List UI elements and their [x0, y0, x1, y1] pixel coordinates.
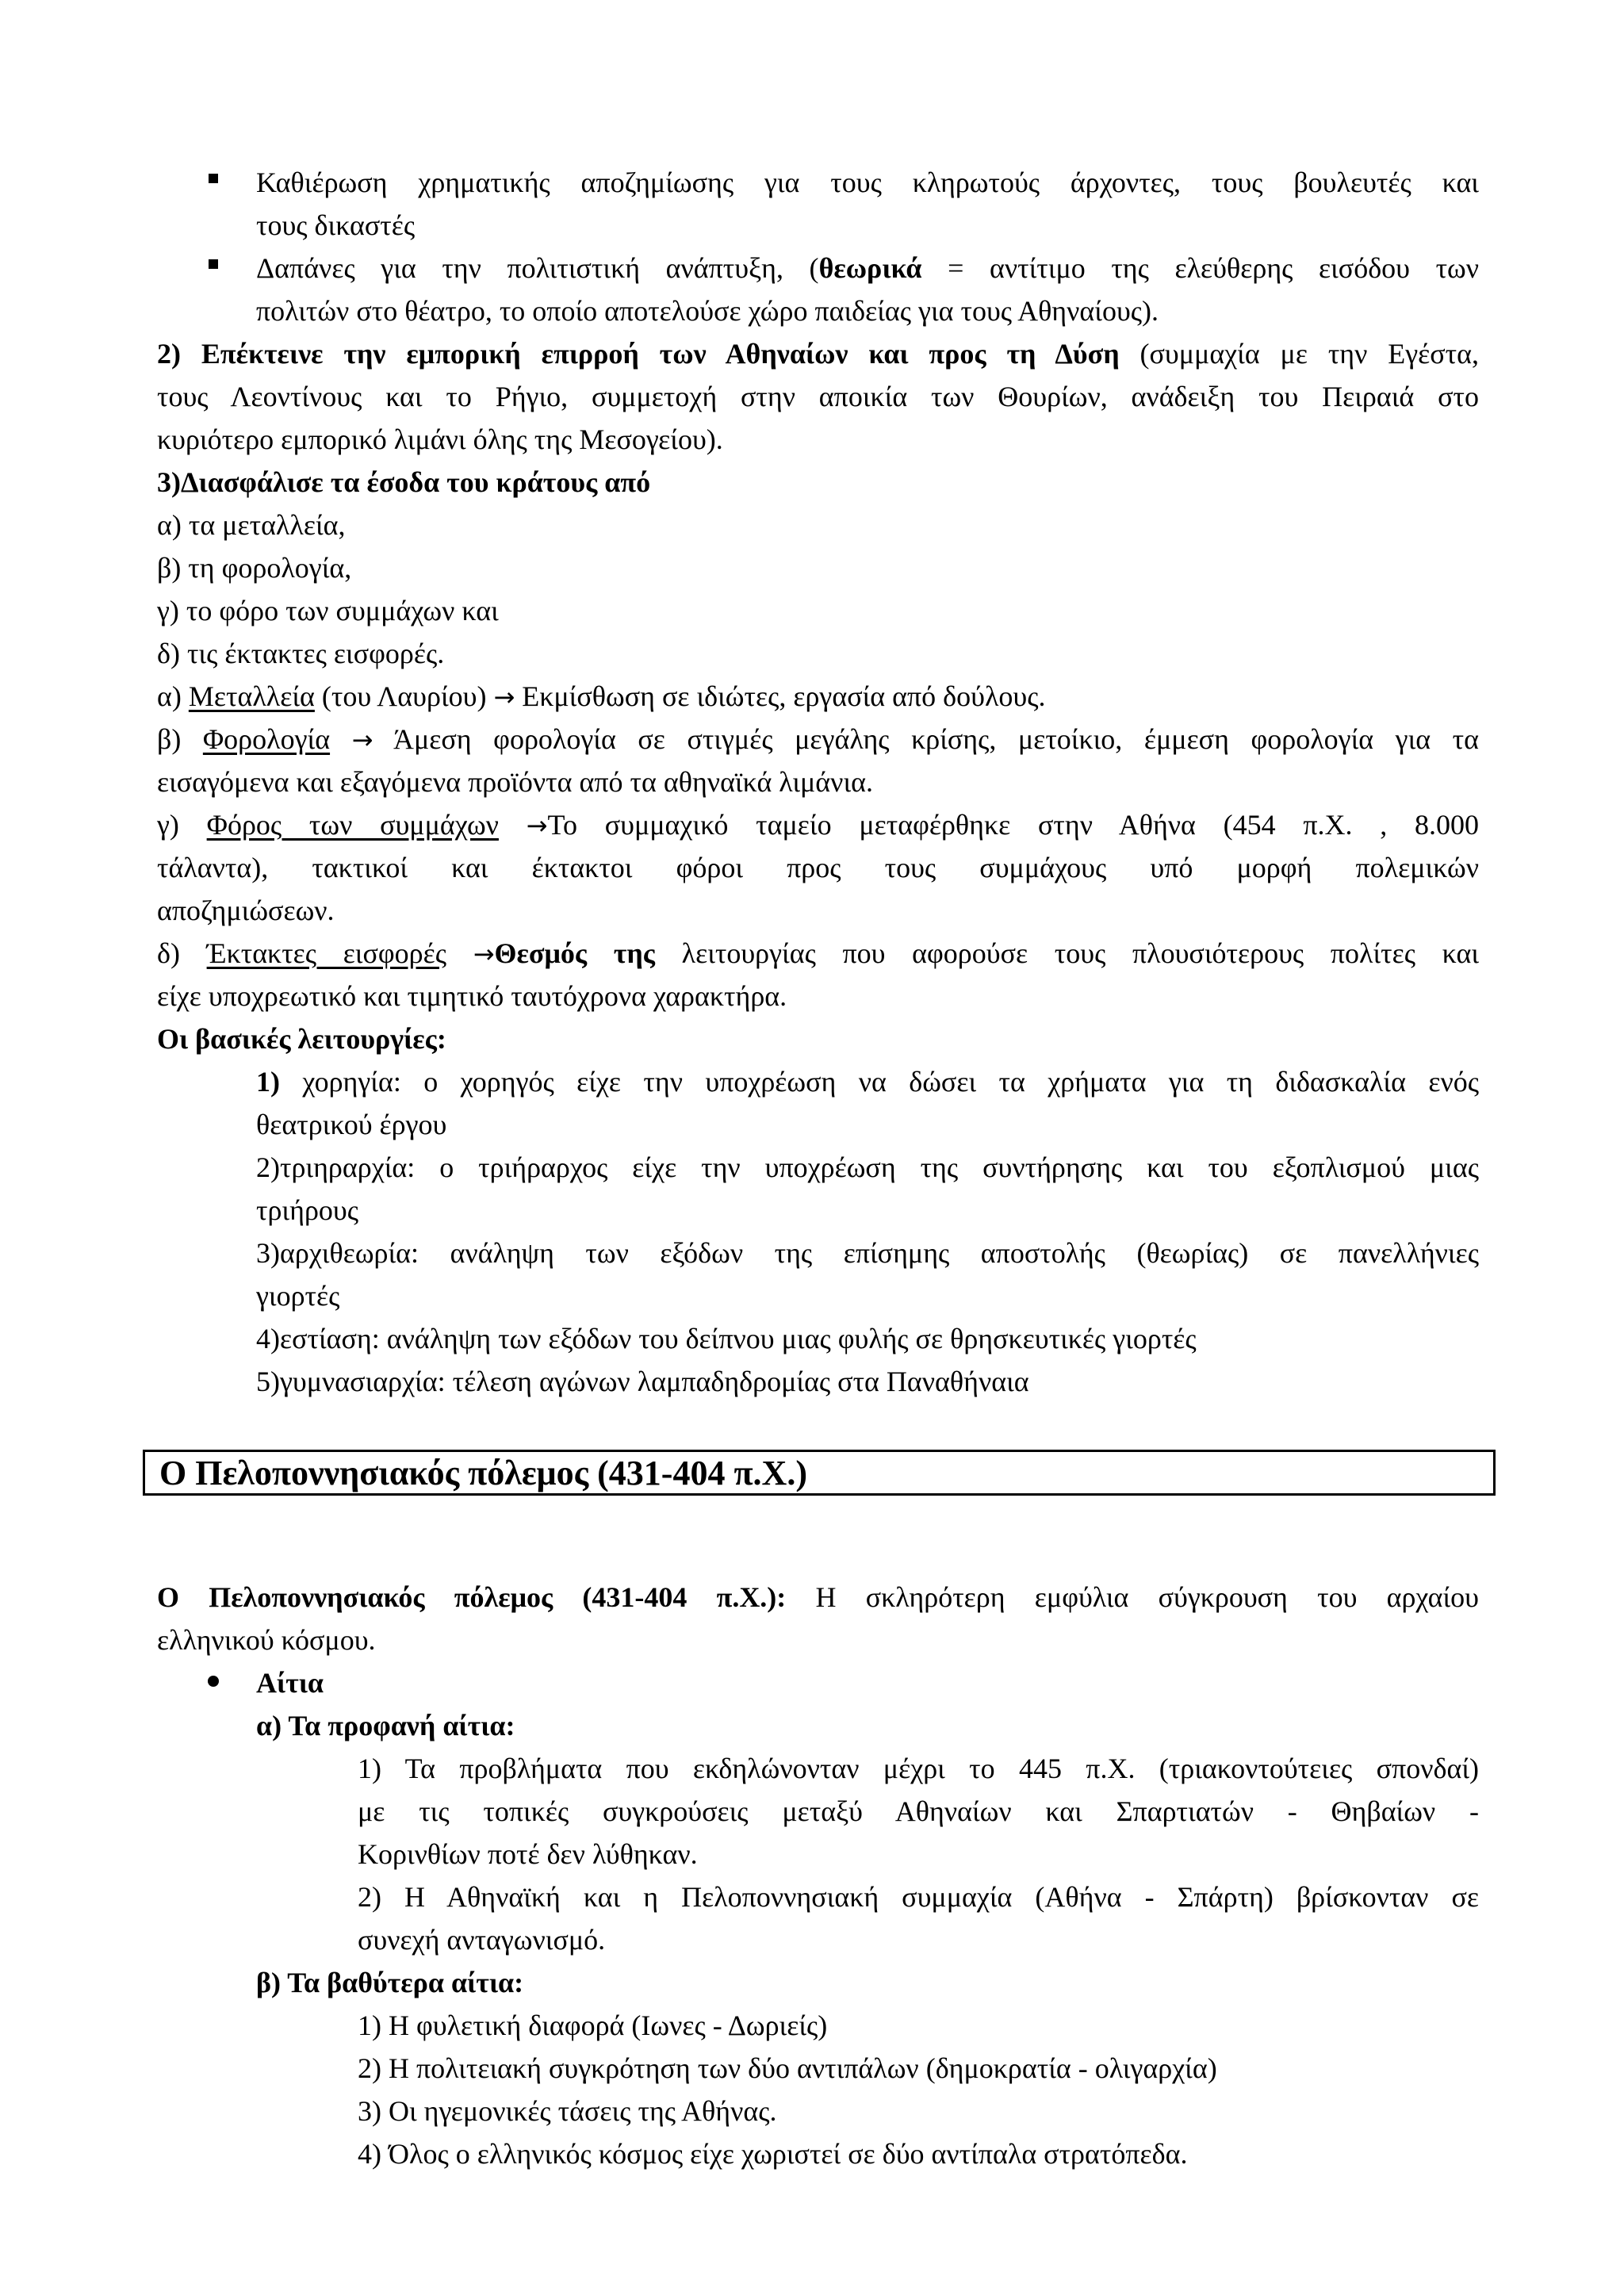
detail-b-line-1: β) Φορολογία → Άμεση φορολογία σε στιγμές μεγάλης κρίσης, μετοίκιο, έμμεση φορολογία για τα	[157, 723, 1479, 755]
point-3-item: δ) τις έκτακτες εισφορές.	[157, 638, 445, 669]
causes-label: Αίτια	[256, 1667, 324, 1699]
cause-a1-line-3: Κορινθίων ποτέ δεν λύθηκαν.	[358, 1838, 698, 1870]
cause-a1-line-2: με τις τοπικές συγκρούσεις μεταξύ Αθηναίων και Σπαρτιατών - Θηβαίων -	[358, 1795, 1479, 1827]
liturgy-2-line-2: τριήρους	[256, 1194, 358, 1226]
detail-c-line-1: γ) Φόρος των συμμάχων →Το συμμαχικό ταμείο μεταφέρθηκε στην Αθήνα (454 π.Χ. , 8.000	[157, 809, 1480, 841]
causes-b-heading: β) Τα βαθύτερα αίτια:	[256, 1967, 524, 1998]
cause-b-item: 3) Οι ηγεμονικές τάσεις της Αθήνας.	[358, 2095, 777, 2127]
point-3-item: γ) το φόρο των συμμάχων και	[157, 595, 499, 626]
detail-d-line-1: δ) Έκτακτες εισφορές →Θεσμός της λειτουργίας που αφορούσε τους πλουσιότερους πολίτες και	[157, 937, 1479, 969]
square-bullet-icon	[209, 174, 218, 183]
bullet-1-line-2: τους δικαστές	[256, 209, 416, 241]
point-3-item: β) τη φορολογία,	[157, 552, 352, 584]
round-bullet-icon	[208, 1676, 219, 1687]
arrow-right-icon: →	[493, 682, 515, 712]
point-2-line-1: 2) Επέκτεινε την εμπορική επιρροή των Αθηναίων και προς τη Δύση (συμμαχία με την Εγέστα,	[157, 338, 1479, 370]
bullet-1-line-1: Καθιέρωση χρηματικής αποζημίωσης για τους κληρωτούς άρχοντες, τους βουλευτές και	[256, 167, 1479, 198]
point-3-item: α) τα μεταλλεία,	[157, 509, 346, 541]
detail-d-line-2: είχε υποχρεωτικό και τιμητικό ταυτόχρονα χαρακτήρα.	[157, 980, 787, 1012]
liturgy-3-line-2: γιορτές	[256, 1280, 340, 1312]
arrow-right-icon: →	[473, 939, 495, 969]
detail-a: α) Μεταλλεία (του Λαυρίου) → Εκμίσθωση σε ιδιώτες, εργασία από δούλους.	[157, 680, 1046, 712]
liturgy-5: 5)γυμνασιαρχία: τέλεση αγώνων λαμπαδηδρομίας στα Παναθήναια	[256, 1366, 1029, 1397]
square-bullet-icon	[209, 259, 218, 269]
cause-b-item: 2) Η πολιτειακή συγκρότηση των δύο αντιπάλων (δημοκρατία - ολιγαρχία)	[358, 2052, 1217, 2084]
bullet-2-line-1: Δαπάνες για την πολιτιστική ανάπτυξη, (θεωρικά = αντίτιμο της ελεύθερης εισόδου των	[256, 252, 1480, 284]
liturgy-1-line-2: θεατρικού έργου	[256, 1109, 447, 1140]
liturgy-3-line-1: 3)αρχιθεωρία: ανάληψη των εξόδων της επίσημης αποστολής (θεωρίας) σε πανελλήνιες	[256, 1237, 1479, 1269]
detail-c-line-2: τάλαντα), τακτικοί και έκτακτοι φόροι προς τους συμμάχους υπό μορφή πολεμικών	[157, 852, 1479, 883]
cause-b-item: 4) Όλος ο ελληνικός κόσμος είχε χωριστεί σε δύο αντίπαλα στρατόπεδα.	[358, 2138, 1188, 2170]
point-2-line-2: τους Λεοντίνους και το Ρήγιο, συμμετοχή στην αποικία των Θουρίων, ανάδειξη του Πειραιά στο	[157, 381, 1479, 412]
point-2-line-3: κυριότερο εμπορικό λιμάνι όλης της Μεσογείου).	[157, 423, 723, 455]
liturgy-1-line-1: 1) χορηγία: ο χορηγός είχε την υποχρέωση να δώσει τα χρήματα για τη διδασκαλία ενός	[256, 1066, 1479, 1098]
point-3-heading: 3)Διασφάλισε τα έσοδα του κράτους από	[157, 466, 651, 498]
cause-b-item: 1) Η φυλετική διαφορά (Ιωνες - Δωριείς)	[358, 2010, 828, 2041]
section-title-box	[143, 1450, 1496, 1496]
detail-b-line-2: εισαγόμενα και εξαγόμενα προϊόντα από τα αθηναϊκά λιμάνια.	[157, 766, 873, 798]
detail-c-line-3: αποζημιώσεων.	[157, 895, 335, 926]
cause-a2-line-1: 2) Η Αθηναϊκή και η Πελοποννησιακή συμμαχία (Αθήνα - Σπάρτη) βρίσκονταν σε	[358, 1881, 1479, 1913]
cause-a1-line-1: 1) Τα προβλήματα που εκδηλώνονταν μέχρι το 445 π.Χ. (τριακοντούτειες σπονδαί)	[358, 1753, 1479, 1784]
cause-a2-line-2: συνεχή ανταγωνισμό.	[358, 1924, 606, 1956]
section-title: Ο Πελοποννησιακός πόλεμος (431-404 π.Χ.)	[159, 1454, 807, 1492]
liturgy-4: 4)εστίαση: ανάληψη των εξόδων του δείπνου μιας φυλής σε θρησκευτικές γιορτές	[256, 1323, 1197, 1354]
liturgy-2-line-1: 2)τριηραρχία: ο τριήραρχος είχε την υποχρέωση της συντήρησης και του εξοπλισμού μιας	[256, 1151, 1479, 1183]
intro-line-2: ελληνικού κόσμου.	[157, 1624, 376, 1656]
arrow-right-icon: →	[351, 725, 373, 755]
bullet-2-line-2: πολιτών στο θέατρο, το οποίο αποτελούσε χώρο παιδείας για τους Αθηναίους).	[256, 295, 1159, 327]
causes-a-heading: α) Τα προφανή αίτια:	[256, 1710, 515, 1741]
liturgies-heading: Οι βασικές λειτουργίες:	[157, 1023, 446, 1055]
arrow-right-icon: →	[526, 810, 548, 841]
intro-line-1: Ο Πελοποννησιακός πόλεμος (431-404 π.Χ.): Η σκληρότερη εμφύλια σύγκρουση του αρχαίου	[157, 1581, 1479, 1613]
